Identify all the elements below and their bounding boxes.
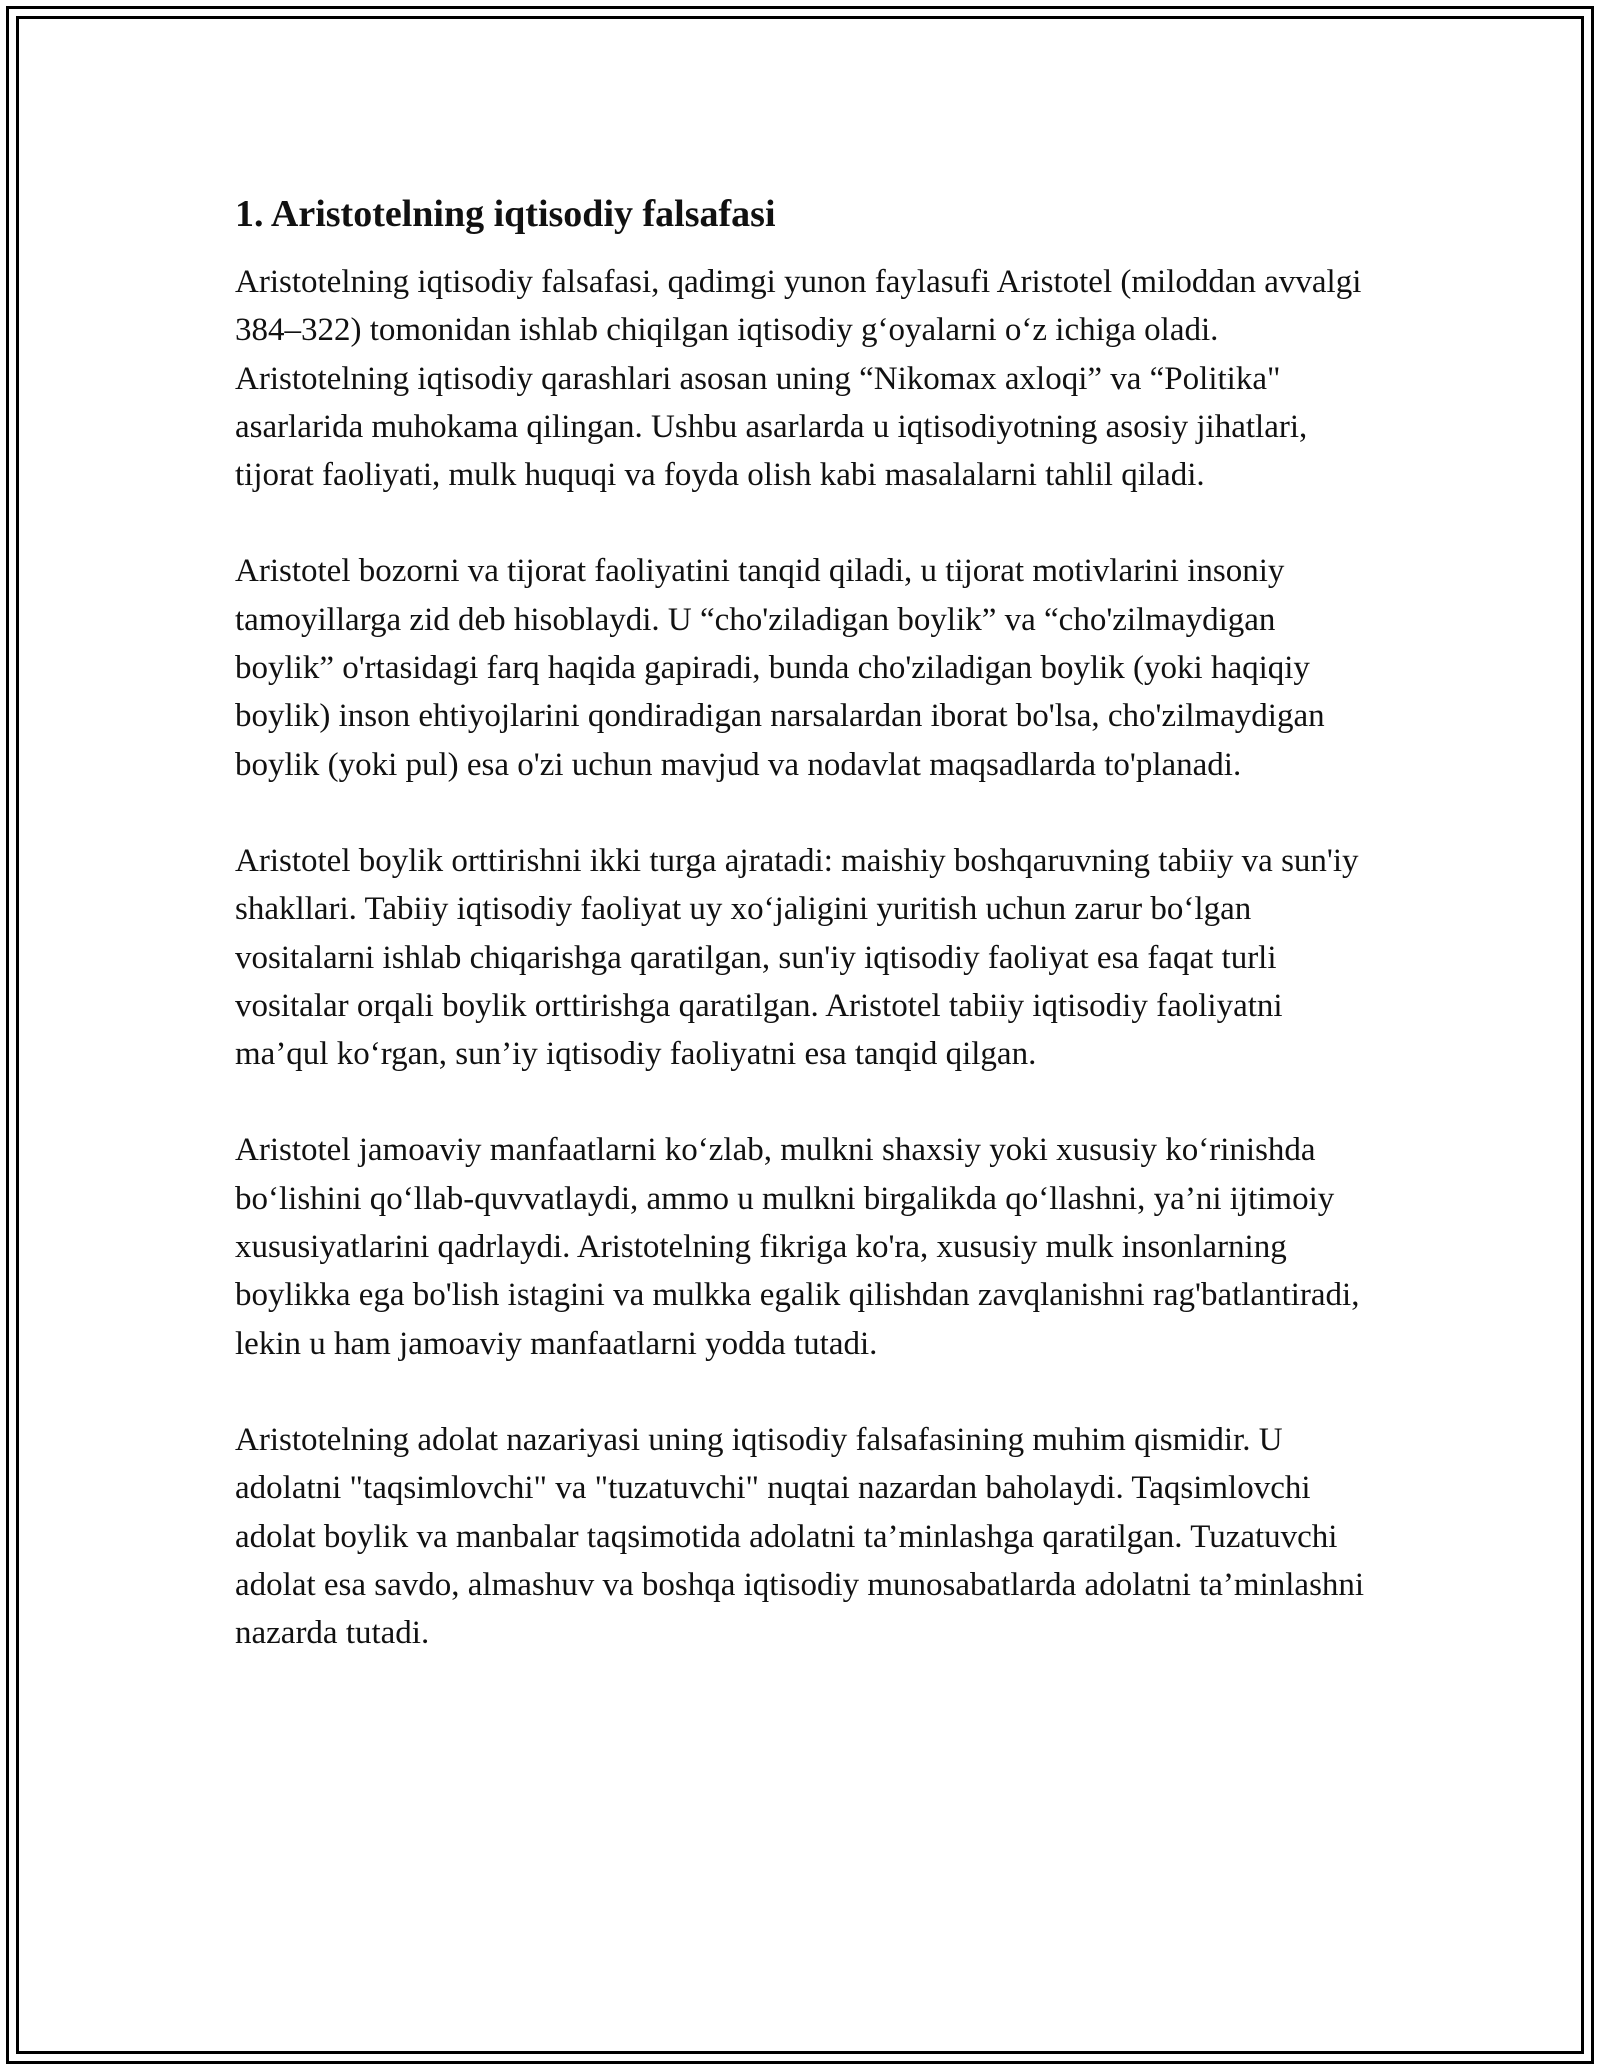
paragraph-4: Aristotel jamoaviy manfaatlarni ko‘zlab, mulkni shaxsiy yoki xususiy ko‘rinishda bo‘lishini qo‘llab-quvvatlaydi, ammo u mulkni birgalikda qo‘llashni, ya’ni ijtimoiy xususiyatlarini qadrlaydi. Aristotelning fikriga ko'ra, xususiy mulk insonlarning boylikka ega bo'lish istagini va mulkka egalik qilishdan zavqlanishni rag'batlantiradi, lekin u ham jamoaviy manfaatlarni yodda tutadi. — [235, 1132, 1360, 1362]
paragraph-3: Aristotel boylik orttirishni ikki turga ajratadi: maishiy boshqaruvning tabiiy va sun'iy shakllari. Tabiiy iqtisodiy faoliyat uy xo‘jaligini yuritish uchun zarur bo‘lgan vositalarni ishlab chiqarishga qaratilgan, sun'iy iqtisodiy faoliyat esa faqat turli vositalar orqali boylik orttirishga qaratilgan. Aristotel tabiiy iqtisodiy faoliyatni ma’qul ko‘rgan, sun’iy iqtisodiy faoliyatni esa tanqid qilgan. — [235, 842, 1359, 1073]
paragraph-1: Aristotelning iqtisodiy falsafasi, qadimgi yunon faylasufi Aristotel (miloddan avvalgi 384–322) tomonidan ishlab chiqilgan iqtisodiy g‘oyalarni o‘z ichiga oladi. Aristotelning iqtisodiy qarashlari asosan uning “Nikomax axloqi” va “Politika" asarlarida muhokama qilingan. Ushbu asarlarda u iqtisodiyotning asosiy jihatlari, tijorat faoliyati, mulk huquqi va foyda olish kabi masalalarni tahlil qiladi. — [235, 264, 1362, 494]
paragraph-5: Aristotelning adolat nazariyasi uning iqtisodiy falsafasining muhim qismidir. U adolatni "taqsimlovchi" va "tuzatuvchi" nuqtai nazardan baholaydi. Taqsimlovchi adolat boylik va manbalar taqsimotida adolatni ta’minlashga qaratilgan. Tuzatuvchi adolat esa savdo, almashuv va boshqa iqtisodiy munosabatlarda adolatni ta’minlashni nazarda tutadi. — [235, 1421, 1365, 1652]
section-heading: 1. Aristotelning iqtisodiy falsafasi — [235, 193, 776, 235]
paragraph-2: Aristotel bozorni va tijorat faoliyatini tanqid qiladi, u tijorat motivlarini insoniy tamoyillarga zid deb hisoblaydi. U “cho'ziladigan boylik” va “cho'zilmaydigan boylik” o'rtasidagi farq haqida gapiradi, bunda cho'ziladigan boylik (yoki haqiqiy boylik) inson ehtiyojlarini qondiradigan narsalardan iborat bo'lsa, cho'zilmaydigan boylik (yoki pul) esa o'zi uchun mavjud va nodavlat maqsadlarda to'planadi. — [235, 553, 1325, 783]
document-body — [235, 190, 1375, 1705]
